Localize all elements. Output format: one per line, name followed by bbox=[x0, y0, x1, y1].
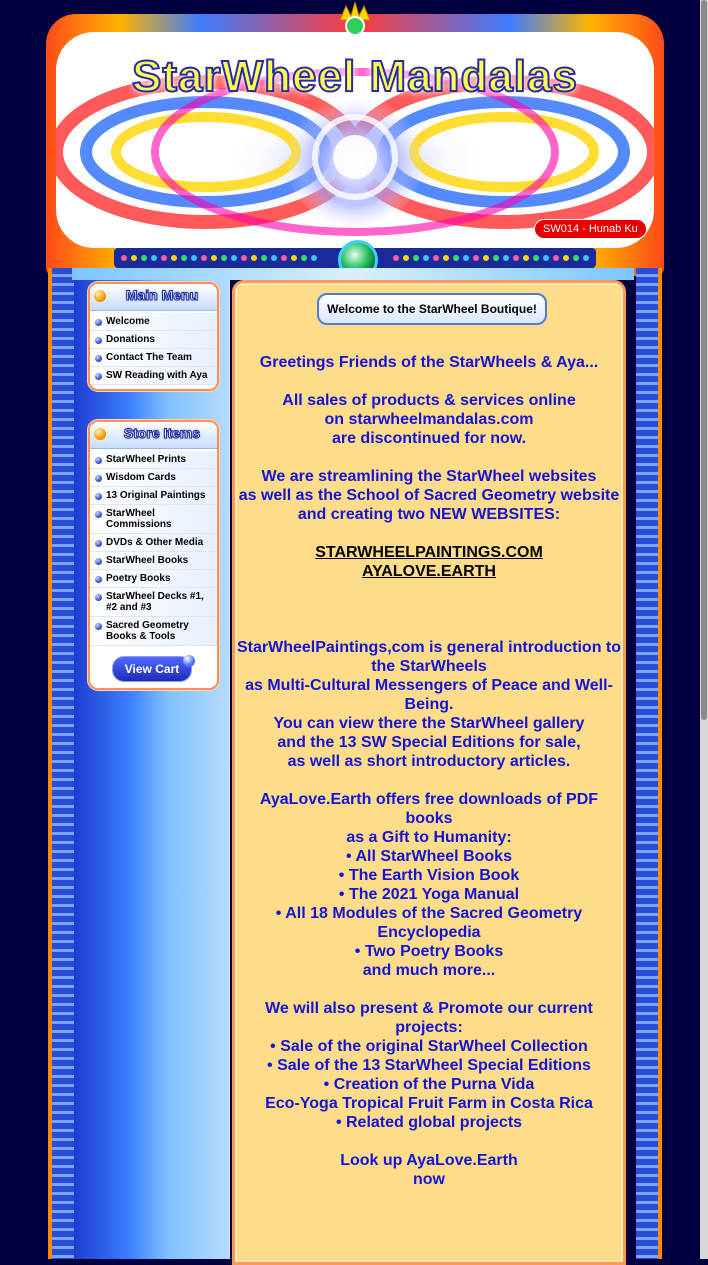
content-text bbox=[235, 353, 623, 1208]
main-menu bbox=[88, 282, 219, 391]
intro-line-2: as Multi-Cultural Messengers of Peace and Well-Being. bbox=[245, 677, 613, 713]
bullet-icon bbox=[95, 457, 102, 464]
intro-line-3: You can view there the StarWheel gallery bbox=[273, 715, 585, 732]
store-menu-header bbox=[90, 422, 217, 449]
store-item-commissions[interactable]: StarWheel Commissions bbox=[90, 505, 217, 534]
bullet-icon bbox=[95, 319, 102, 326]
sales-line-1: All sales of products & services online bbox=[282, 392, 576, 409]
scrollbar-track[interactable] bbox=[700, 0, 708, 1259]
intro-line-4: and the 13 SW Special Editions for sale, bbox=[277, 734, 581, 751]
main-menu-header bbox=[90, 284, 217, 311]
sales-line-2: on starwheelmandalas.com bbox=[324, 411, 534, 428]
store-item-poetry[interactable]: Poetry Books bbox=[90, 570, 217, 588]
project-line-3: • Sale of the 13 StarWheel Special Editions bbox=[267, 1057, 591, 1074]
store-item-books[interactable]: StarWheel Books bbox=[90, 552, 217, 570]
greeting-text: Greetings Friends of the StarWheels & Aya... bbox=[259, 354, 599, 371]
bullet-icon bbox=[95, 355, 102, 362]
store-item-prints[interactable]: StarWheel Prints bbox=[90, 451, 217, 469]
view-cart-button[interactable]: View Cart bbox=[112, 656, 192, 682]
welcome-banner: Welcome to the StarWheel Boutique! bbox=[317, 293, 547, 325]
project-line-5: Eco-Yoga Tropical Fruit Farm in Costa Rica bbox=[265, 1095, 593, 1112]
project-line-1: We will also present & Promote our current projects: bbox=[265, 1000, 593, 1036]
store-menu bbox=[88, 420, 219, 690]
project-line-4: • Creation of the Purna Vida bbox=[323, 1076, 535, 1093]
bullet-icon bbox=[95, 594, 102, 601]
project-line-2: • Sale of the original StarWheel Collection bbox=[270, 1038, 588, 1055]
bullet-icon bbox=[95, 373, 102, 380]
store-item-decks[interactable]: StarWheel Decks #1, #2 and #3 bbox=[90, 588, 217, 617]
bullet-icon bbox=[95, 558, 102, 565]
scrollbar-thumb[interactable] bbox=[701, 0, 707, 720]
left-border-rail bbox=[48, 268, 74, 1259]
bullet-icon bbox=[95, 493, 102, 500]
bullet-icon bbox=[95, 576, 102, 583]
aya-line-8: and much more... bbox=[362, 962, 496, 979]
store-menu-list bbox=[90, 449, 217, 650]
aya-line-1: AyaLove.Earth offers free downloads of PDF books bbox=[259, 791, 599, 827]
stream-line-3: and creating two NEW WEBSITES: bbox=[297, 506, 561, 523]
intro-line-1: StarWheelPaintings,com is general introduction to the StarWheels bbox=[236, 639, 622, 675]
starwheelpaintings-link[interactable]: STARWHEELPAINTINGS.COM bbox=[315, 544, 543, 561]
aya-line-6: • All 18 Modules of the Sacred Geometry Encyclopedia bbox=[275, 905, 583, 941]
project-line-6: • Related global projects bbox=[335, 1114, 523, 1131]
orb-icon bbox=[183, 655, 195, 667]
site-header bbox=[46, 14, 664, 276]
bullet-icon bbox=[95, 337, 102, 344]
store-item-dvds[interactable]: DVDs & Other Media bbox=[90, 534, 217, 552]
lookup-line-1: Look up AyaLove.Earth bbox=[340, 1152, 518, 1169]
menu-item-sw-reading[interactable]: SW Reading with Aya bbox=[90, 367, 217, 385]
bullet-icon bbox=[95, 511, 102, 518]
aya-line-3: • All StarWheel Books bbox=[346, 848, 512, 865]
bullet-icon bbox=[95, 623, 102, 630]
main-menu-heading: Main Menu bbox=[125, 287, 199, 303]
store-item-wisdom-cards[interactable]: Wisdom Cards bbox=[90, 469, 217, 487]
site-title: StarWheel Mandalas bbox=[132, 52, 578, 101]
sales-line-3: are discontinued for now. bbox=[331, 430, 527, 447]
intro-line-5: as well as short introductory articles. bbox=[287, 753, 571, 770]
aya-line-5: • The 2021 Yoga Manual bbox=[338, 886, 520, 903]
banner-badge: SW014 - Hunab Ku bbox=[534, 219, 647, 239]
frame-top-bar bbox=[72, 268, 634, 280]
bullet-icon bbox=[95, 475, 102, 482]
aya-line-4: • The Earth Vision Book bbox=[338, 867, 520, 884]
main-menu-list bbox=[90, 311, 217, 389]
main-content bbox=[232, 280, 626, 1265]
orb-icon bbox=[94, 428, 106, 440]
store-menu-heading: Store Items bbox=[123, 425, 201, 441]
aya-line-2: as a Gift to Humanity: bbox=[346, 829, 512, 846]
lookup-line-2: now bbox=[413, 1171, 445, 1188]
right-border-rail bbox=[636, 268, 662, 1259]
store-item-paintings[interactable]: 13 Original Paintings bbox=[90, 487, 217, 505]
aya-line-7: • Two Poetry Books bbox=[354, 943, 504, 960]
stream-line-2: as well as the School of Sacred Geometry website bbox=[238, 487, 620, 504]
bullet-icon bbox=[95, 540, 102, 547]
ayalove-link[interactable]: AYALOVE.EARTH bbox=[362, 563, 496, 580]
store-item-sacred-geometry[interactable]: Sacred Geometry Books & Tools bbox=[90, 617, 217, 646]
menu-item-donations[interactable]: Donations bbox=[90, 331, 217, 349]
crown-ornament bbox=[336, 2, 374, 36]
stream-line-1: We are streamlining the StarWheel websites bbox=[261, 468, 597, 485]
menu-item-contact[interactable]: Contact The Team bbox=[90, 349, 217, 367]
orb-icon bbox=[94, 290, 106, 302]
menu-item-welcome[interactable]: Welcome bbox=[90, 313, 217, 331]
